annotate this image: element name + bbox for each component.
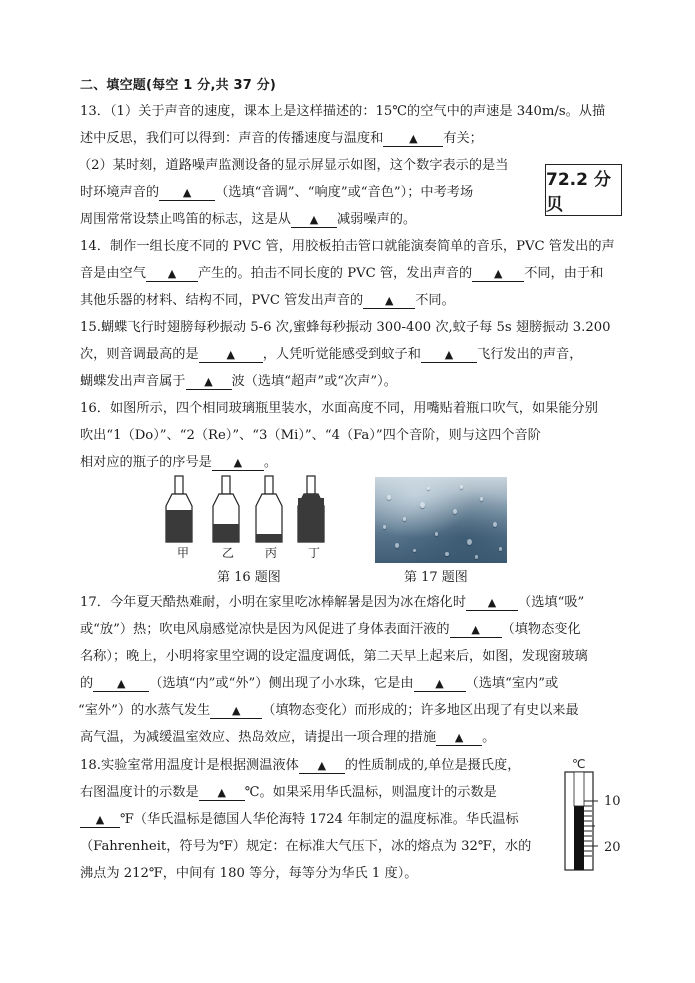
q17-line-4: 的 ▲ （选填“内”或“外”）侧出现了小水珠，它是由 ▲ （选填“室内”或 xyxy=(80,676,559,691)
answer-blank[interactable]: ▲ xyxy=(436,731,482,746)
q18-line-3: ▲ ℉（华氏温标是德国人华伦海特 1724 年制定的温度标准。华氏温标 xyxy=(80,811,519,829)
thermometer-figure xyxy=(556,754,626,872)
tick-label-10: 10 xyxy=(604,794,621,809)
answer-blank[interactable]: ▲ xyxy=(466,596,518,611)
q13-line-2: 述中反思，我们可以得到：声音的传播速度与温度和 ▲ 有关； xyxy=(80,131,483,146)
q17-line-2: 或“放”）热；吹电风扇感觉凉快是因为风促进了身体表面汗液的 ▲ （填物态变化 xyxy=(80,622,581,637)
answer-blank[interactable]: ▲ xyxy=(146,267,198,282)
answer-blank[interactable]: ▲ xyxy=(93,677,149,692)
thermometer-unit: ℃ xyxy=(572,757,586,771)
answer-blank[interactable]: ▲ xyxy=(212,456,264,471)
answer-blank[interactable]: ▲ xyxy=(472,267,524,282)
q17-line-3: 名称）；晚上，小明将家里空调的设定温度调低，第二天早上起来后，如图，发现窗玻璃 xyxy=(80,649,588,664)
answer-blank[interactable]: ▲ xyxy=(299,759,345,774)
bottle-label-ding: 丁 xyxy=(308,546,321,560)
bottle-yi xyxy=(213,476,239,542)
tick-label-20: 20 xyxy=(604,840,621,855)
q17-line-6: 高气温，为减缓温室效应、热岛效应，请提出一项合理的措施 ▲ 。 xyxy=(80,730,496,745)
fogged-window-photo xyxy=(375,477,507,563)
q13-line-5: 周围常常设禁止鸣笛的标志，这是从 ▲ 减弱噪声的。 xyxy=(80,212,417,227)
q16-line-2: 吹出“1（Do）”、“2（Re）”、“3（Mi）”、“4（Fa）”四个音阶，则与这四个音阶 xyxy=(80,428,541,443)
q18-line-1: 18.实验室常用温度计是根据测温液体 ▲ 的性质制成的,单位是摄氏度， xyxy=(80,758,521,773)
bottle-jia xyxy=(166,476,192,542)
q15-line-3: 蝴蝶发出声音属于 ▲ 波（选填“超声”或“次声”）。 xyxy=(80,374,397,389)
answer-blank[interactable]: ▲ xyxy=(414,677,466,692)
q18-line-4: （Fahrenheit，符号为℉）规定：在标准大气压下，冰的熔点为 32℉，水的 xyxy=(80,839,532,854)
bottle-ding xyxy=(298,476,324,542)
answer-blank[interactable]: ▲ xyxy=(383,132,443,147)
answer-blank[interactable]: ▲ xyxy=(159,186,215,201)
answer-blank[interactable]: ▲ xyxy=(199,786,245,801)
q16-line-3: 相对应的瓶子的序号是 ▲ 。 xyxy=(80,455,278,470)
answer-blank[interactable]: ▲ xyxy=(291,213,337,228)
q13-line-3: （2）某时刻，道路噪声监测设备的显示屏显示如图，这个数字表示的是当 xyxy=(78,158,509,173)
q15-line-1: 15.蝴蝶飞行时翅膀每秒振动 5-6 次,蜜蜂每秒振动 300-400 次,蚊子每 5s 翅膀振动 3.200 xyxy=(80,320,611,335)
thermometer-liquid xyxy=(574,806,584,870)
noise-monitor-display xyxy=(545,164,622,216)
q18-line-2: 右图温度计的示数是 ▲ ℃。如果采用华氏温标，则温度计的示数是 xyxy=(80,785,497,800)
answer-blank[interactable]: ▲ xyxy=(450,623,502,638)
q15-line-2: 次，则音调最高的是 ▲ ，人凭听觉能感受到蚊子和 ▲ 飞行发出的声音， xyxy=(80,347,583,362)
answer-blank[interactable]: ▲ xyxy=(199,348,263,363)
q17-line-5: “室外”）的水蒸气发生 ▲ （填物态变化）而形成的；许多地区出现了有史以来最 xyxy=(78,703,579,718)
q14-line-3: 其他乐器的材料、结构不同，PVC 管发出声音的 ▲ 不同。 xyxy=(80,293,455,308)
bottle-label-jia: 甲 xyxy=(177,546,190,560)
answer-blank[interactable]: ▲ xyxy=(80,813,120,828)
bottle-label-bing: 丙 xyxy=(265,546,278,560)
answer-blank[interactable]: ▲ xyxy=(186,375,232,390)
q14-line-2: 音是由空气 ▲ 产生的。拍击不同长度的 PVC 管，发出声音的 ▲ 不同，由于和 xyxy=(80,266,604,281)
q18-line-5: 沸点为 212℉，中间有 180 等分，每等分为华氏 1 度）。 xyxy=(80,866,418,881)
bottle-bing xyxy=(256,476,282,542)
decibel-reading: 72.2 分贝 xyxy=(546,170,611,215)
figure-17-caption: 第 17 题图 xyxy=(404,570,468,585)
q14-line-1: 14．制作一组长度不同的 PVC 管，用胶板拍击管口就能演奏简单的音乐，PVC 管发出的声 xyxy=(80,239,615,254)
section-title: 二、填空题(每空 1 分,共 37 分) xyxy=(80,78,277,93)
q13-line-4: 时环境声音的 ▲ （选填“音调”、“响度”或“音色”）；中考考场 xyxy=(80,185,474,200)
answer-blank[interactable]: ▲ xyxy=(421,348,477,363)
q13-line-1: 13．（1）关于声音的速度，课本上是这样描述的：15℃的空气中的声速是 340m/s。从描 xyxy=(80,104,606,119)
q17-line-1: 17．今年夏天酷热难耐，小明在家里吃冰棒解暑是因为冰在熔化时 ▲ （选填“吸” xyxy=(80,595,585,610)
figure-16-caption: 第 16 题图 xyxy=(217,570,281,585)
answer-blank[interactable]: ▲ xyxy=(210,704,262,719)
answer-blank[interactable]: ▲ xyxy=(363,294,415,309)
q16-line-1: 16．如图所示，四个相同玻璃瓶里装水，水面高度不同，用嘴贴着瓶口吹气，如果能分别 xyxy=(80,401,598,416)
bottle-label-yi: 乙 xyxy=(222,546,235,560)
